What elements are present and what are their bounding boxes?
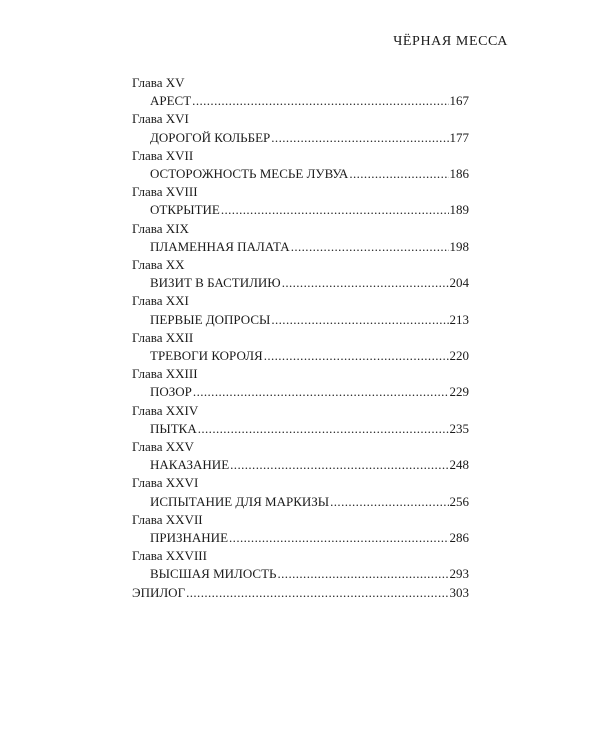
toc-entry bbox=[132, 529, 469, 547]
chapter-label: Глава XXIII bbox=[132, 366, 198, 382]
toc-chapter-28 bbox=[132, 547, 469, 583]
toc-chapter-25 bbox=[132, 438, 469, 474]
epilogue-title: ЭПИЛОГ bbox=[132, 584, 186, 600]
chapter-label: Глава XIX bbox=[132, 220, 189, 236]
dot-leader bbox=[291, 238, 449, 256]
toc-chapter-23 bbox=[132, 365, 469, 401]
dot-leader bbox=[198, 420, 449, 438]
dot-leader bbox=[330, 493, 448, 511]
chapter-title: ПРИЗНАНИЕ bbox=[150, 530, 229, 546]
dot-leader bbox=[192, 92, 448, 110]
toc-entry bbox=[132, 493, 469, 511]
chapter-title: ПЕРВЫЕ ДОПРОСЫ bbox=[150, 311, 271, 327]
toc-chapter-16 bbox=[132, 110, 469, 146]
chapter-label: Глава XX bbox=[132, 257, 185, 273]
toc-chapter-21 bbox=[132, 292, 469, 328]
chapter-label: Глава XVIII bbox=[132, 184, 198, 200]
toc-chapter-24 bbox=[132, 402, 469, 438]
dot-leader bbox=[264, 347, 449, 365]
toc-chapter-18 bbox=[132, 183, 469, 219]
toc-entry bbox=[132, 129, 469, 147]
toc-chapter-22 bbox=[132, 329, 469, 365]
page-number: 293 bbox=[449, 566, 469, 582]
page-number: 177 bbox=[449, 129, 469, 145]
page-number: 186 bbox=[449, 166, 469, 182]
page-number: 167 bbox=[449, 93, 469, 109]
chapter-title: ПОЗОР bbox=[150, 384, 192, 400]
toc-entry bbox=[132, 238, 469, 256]
toc-entry bbox=[132, 383, 469, 401]
toc-entry bbox=[132, 420, 469, 438]
page-number: 213 bbox=[449, 311, 469, 327]
chapter-label: Глава XV bbox=[132, 75, 185, 90]
chapter-label: Глава XXVII bbox=[132, 511, 203, 527]
chapter-title: НАКАЗАНИЕ bbox=[150, 457, 230, 473]
chapter-title: ИСПЫТАНИЕ ДЛЯ МАРКИЗЫ bbox=[150, 493, 330, 509]
chapter-title: ОТКРЫТИЕ bbox=[150, 202, 220, 218]
toc-entry bbox=[132, 274, 469, 292]
running-head: ЧЁРНАЯ МЕССА bbox=[393, 34, 508, 49]
page-number: 204 bbox=[449, 275, 469, 291]
chapter-label: Глава XXVI bbox=[132, 475, 199, 491]
chapter-title: ВИЗИТ В БАСТИЛИЮ bbox=[150, 275, 281, 291]
toc-chapter-19 bbox=[132, 220, 469, 256]
chapter-title: ТРЕВОГИ КОРОЛЯ bbox=[150, 348, 263, 364]
toc-entry bbox=[132, 165, 469, 183]
chapter-title: ПЛАМЕННАЯ ПАЛАТА bbox=[150, 238, 290, 254]
page-number: 220 bbox=[449, 348, 469, 364]
toc-entry bbox=[132, 311, 469, 329]
dot-leader bbox=[282, 274, 449, 292]
toc-entry bbox=[132, 565, 469, 583]
chapter-label: Глава XXV bbox=[132, 439, 194, 455]
dot-leader bbox=[271, 311, 448, 329]
page-number: 286 bbox=[449, 530, 469, 546]
chapter-title: АРЕСТ bbox=[150, 93, 192, 109]
page-number: 198 bbox=[449, 238, 469, 254]
toc-chapter-27 bbox=[132, 511, 469, 547]
chapter-title: ВЫСШАЯ МИЛОСТЬ bbox=[150, 566, 277, 582]
dot-leader bbox=[186, 584, 448, 602]
page-number: 229 bbox=[449, 384, 469, 400]
chapter-label: Глава XVII bbox=[132, 147, 194, 163]
chapter-title: ДОРОГОЙ КОЛЬБЕР bbox=[150, 129, 271, 145]
toc-entry bbox=[132, 347, 469, 365]
dot-leader bbox=[349, 165, 448, 183]
dot-leader bbox=[229, 529, 448, 547]
page-number: 248 bbox=[449, 457, 469, 473]
toc-epilogue bbox=[132, 584, 469, 602]
chapter-label: Глава XXVIII bbox=[132, 548, 207, 564]
table-of-contents bbox=[132, 74, 469, 602]
toc-entry bbox=[132, 456, 469, 474]
dot-leader bbox=[271, 129, 448, 147]
chapter-label: Глава XXI bbox=[132, 293, 189, 309]
toc-chapter-26 bbox=[132, 474, 469, 510]
toc-chapter-15 bbox=[132, 74, 469, 110]
chapter-label: Глава XXII bbox=[132, 329, 194, 345]
chapter-label: Глава XVI bbox=[132, 111, 189, 127]
dot-leader bbox=[278, 565, 449, 583]
page-number: 189 bbox=[449, 202, 469, 218]
page-number: 303 bbox=[449, 584, 469, 600]
chapter-title: ОСТОРОЖНОСТЬ МЕСЬЕ ЛУВУА bbox=[150, 166, 349, 182]
toc-chapter-17 bbox=[132, 147, 469, 183]
chapter-label: Глава XXIV bbox=[132, 402, 199, 418]
page-number: 235 bbox=[449, 420, 469, 436]
toc-chapter-20 bbox=[132, 256, 469, 292]
toc-entry bbox=[132, 201, 469, 219]
page-number: 256 bbox=[449, 493, 469, 509]
toc-entry bbox=[132, 92, 469, 110]
dot-leader bbox=[221, 201, 449, 219]
dot-leader bbox=[193, 383, 449, 401]
dot-leader bbox=[230, 456, 448, 474]
chapter-title: ПЫТКА bbox=[150, 420, 197, 436]
